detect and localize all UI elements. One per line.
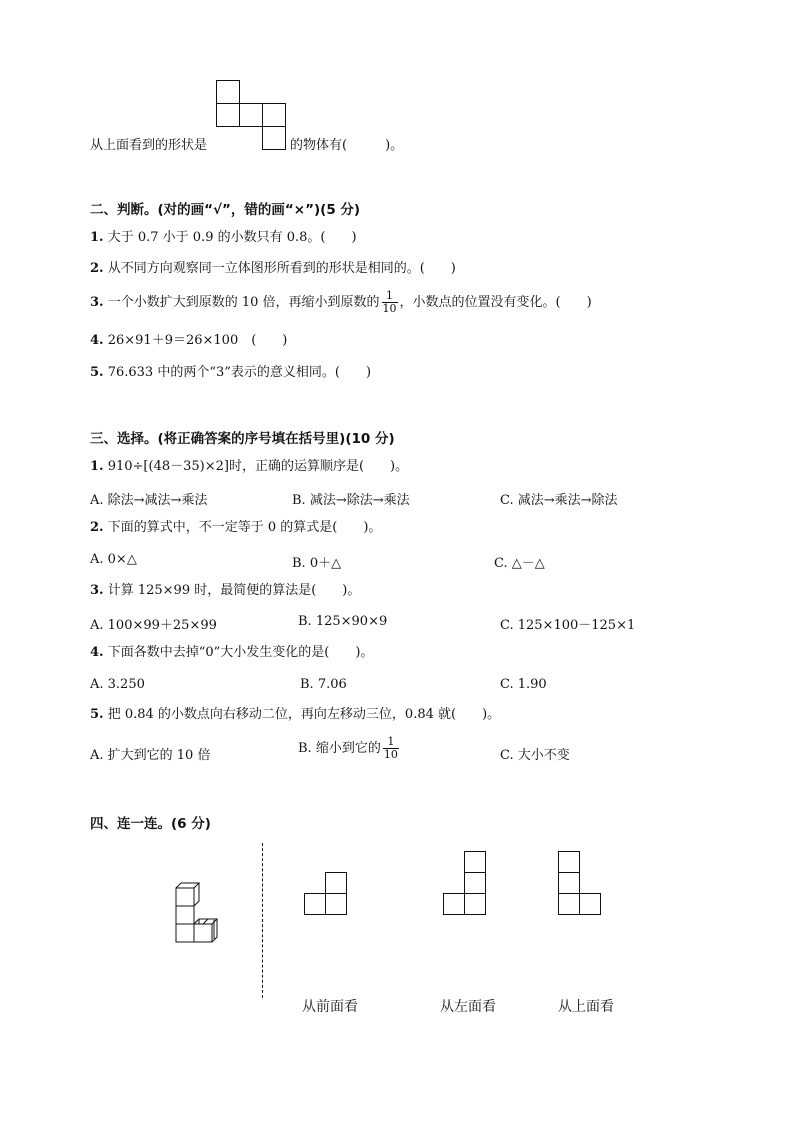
- section3-heading: 三、选择。(将正确答案的序号填在括号里)(10 分): [90, 431, 395, 447]
- top-view-shape: [216, 80, 288, 152]
- option-b[interactable]: [298, 736, 401, 761]
- dashed-divider: [262, 843, 263, 998]
- shape-cell: [216, 80, 240, 104]
- item-number: 1.: [90, 459, 104, 474]
- fraction-numerator: 1: [382, 290, 398, 303]
- shape-cell: [558, 872, 580, 894]
- option-b[interactable]: B. 减法→除法→乘法: [292, 493, 410, 508]
- option-b[interactable]: B. 0＋△: [292, 556, 342, 571]
- option-b[interactable]: B. 125×90×9: [298, 614, 388, 629]
- option-c[interactable]: C. △－△: [494, 556, 545, 571]
- question-text: 计算 125×99 时，最简便的算法是( )。: [107, 583, 361, 598]
- shape-cell: [464, 851, 486, 873]
- choice-question-4: [90, 645, 373, 661]
- option-c[interactable]: C. 减法→乘法→除法: [500, 493, 618, 508]
- item-number: 5.: [90, 707, 104, 722]
- judge-item-2: [90, 261, 456, 277]
- choice-question-5: [90, 707, 500, 723]
- shape-cell: [262, 126, 286, 150]
- option-a[interactable]: A. 除法→减法→乘法: [90, 493, 208, 508]
- option-c[interactable]: C. 大小不变: [500, 748, 570, 763]
- question-text: 把 0.84 的小数点向右移动二位，再向左移动三位，0.84 就( )。: [107, 707, 501, 722]
- item-text: 大于 0.7 小于 0.9 的小数只有 0.8。( ): [107, 230, 357, 245]
- question-text: 下面各数中去掉“0”大小发生变化的是( )。: [107, 645, 374, 660]
- judge-item-5: [90, 365, 371, 381]
- item-number: 2.: [90, 520, 104, 535]
- option-b[interactable]: B. 7.06: [300, 677, 347, 692]
- view-shape-front[interactable]: [304, 872, 348, 916]
- item-number: 5.: [90, 365, 104, 380]
- option-a[interactable]: A. 0×△: [90, 552, 137, 567]
- item-text: 26×91＋9＝26×100 ( ): [107, 333, 288, 348]
- top-question-end: )。: [385, 138, 404, 153]
- view-shape-tall-left[interactable]: [558, 851, 602, 917]
- judge-item-3: [90, 290, 592, 315]
- shape-cell: [464, 872, 486, 894]
- top-question-prefix: 从上面看到的形状是: [90, 138, 208, 153]
- shape-cell: [558, 893, 580, 915]
- fraction: [382, 290, 398, 315]
- section2-heading: 二、判断。(对的画“√”，错的画“×”)(5 分): [90, 202, 361, 218]
- item-number: 1.: [90, 230, 104, 245]
- question-text: 910÷[(48－35)×2]时，正确的运算顺序是( )。: [107, 459, 409, 474]
- choice-question-2: [90, 520, 381, 536]
- shape-cell: [325, 872, 347, 894]
- fraction-denominator: 10: [383, 748, 398, 761]
- option-c[interactable]: C. 1.90: [500, 677, 547, 692]
- judge-item-4: [90, 333, 287, 349]
- shape-cell: [464, 893, 486, 915]
- top-question-suffix-wrap: [290, 138, 403, 154]
- judge-item-1: [90, 230, 357, 246]
- item-text: 从不同方向观察同一立体图形所看到的形状是相同的。( ): [107, 261, 456, 276]
- fraction-numerator: 1: [383, 736, 399, 749]
- option-a[interactable]: A. 100×99＋25×99: [90, 618, 217, 633]
- choice-question-1: [90, 459, 408, 475]
- label-front-view[interactable]: 从前面看: [302, 999, 358, 1015]
- shape-cell: [216, 103, 240, 127]
- item-number: 3.: [90, 295, 104, 310]
- item-number: 4.: [90, 333, 104, 348]
- option-c[interactable]: C. 125×100－125×1: [500, 618, 636, 633]
- shape-cell: [262, 103, 286, 127]
- top-question-suffix: 的物体有(: [290, 138, 348, 153]
- label-top-view[interactable]: 从上面看: [558, 999, 614, 1015]
- cube-stack-figure[interactable]: [170, 880, 230, 946]
- shape-cell: [239, 103, 263, 127]
- view-shape-tall-right[interactable]: [443, 851, 487, 917]
- question-text: 下面的算式中，不一定等于 0 的算式是( )。: [107, 520, 382, 535]
- option-b-text: B. 缩小到它的: [298, 741, 381, 756]
- shape-cell: [558, 851, 580, 873]
- shape-cell: [443, 893, 465, 915]
- fraction-denominator: 10: [382, 302, 397, 315]
- shape-cell: [579, 893, 601, 915]
- fraction: [383, 736, 399, 761]
- item-number: 2.: [90, 261, 104, 276]
- option-a[interactable]: A. 3.250: [90, 677, 145, 692]
- shape-cell: [325, 893, 347, 915]
- top-question: [90, 138, 207, 154]
- item-number: 4.: [90, 645, 104, 660]
- label-left-view[interactable]: 从左面看: [440, 999, 496, 1015]
- item-text: 76.633 中的两个“3”表示的意义相同。( ): [107, 365, 372, 380]
- shape-cell: [304, 893, 326, 915]
- item-text-a: 一个小数扩大到原数的 10 倍，再缩小到原数的: [107, 295, 380, 310]
- choice-question-3: [90, 583, 360, 599]
- option-a[interactable]: A. 扩大到它的 10 倍: [90, 748, 211, 763]
- section4-heading: 四、连一连。(6 分): [90, 816, 211, 832]
- item-number: 3.: [90, 583, 104, 598]
- item-text-b: ，小数点的位置没有变化。( ): [399, 295, 592, 310]
